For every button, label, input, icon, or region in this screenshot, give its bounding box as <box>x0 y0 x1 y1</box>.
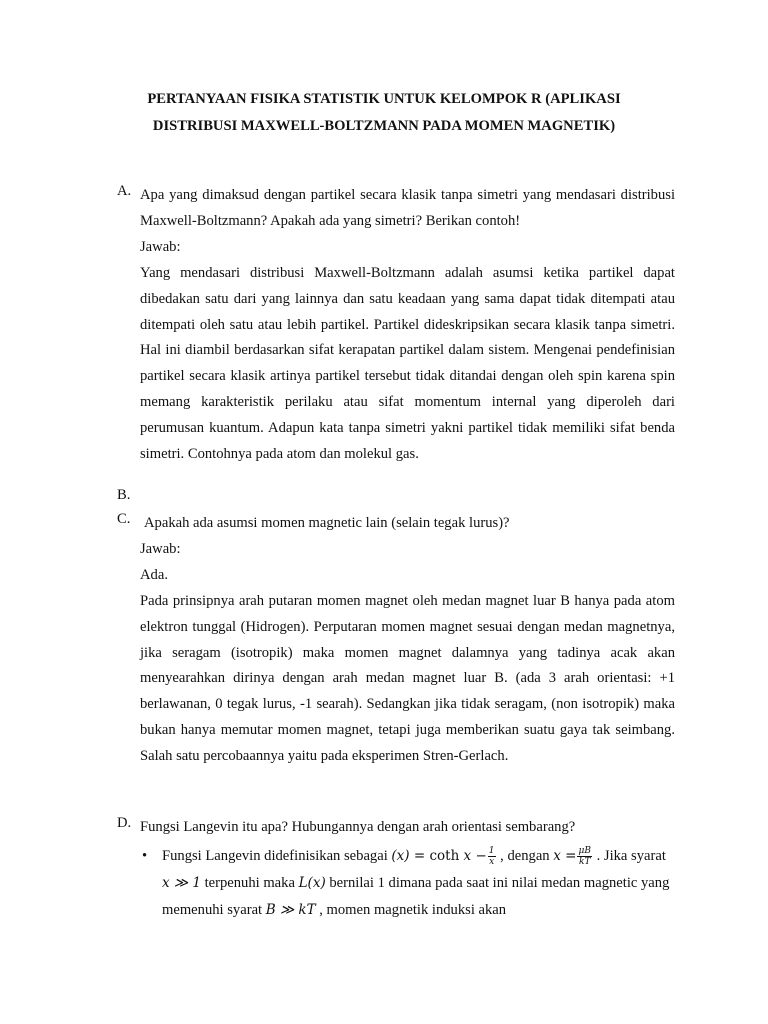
section-a-answer: Yang mendasari distribusi Maxwell-Boltzmann adalah asumsi ketika partikel dapat dibedakan satu dari yang lainnya dan satu keadaan yang sama dapat tidak ditempati atau ditempati oleh satu atau lebih partikel. Partikel dideskripsikan secara klasik tanpa simetri. Hal ini diambil berdasarkan sifat kerapatan partikel dalam sistem. Mengenai pendefinisian partikel secara klasik artinya partikel tersebut tidak ditandai dengan oleh spin karena spin memang karakteristik perilaku atau sifat momentum internal yang diperoleh dari perumusan kuantum. Adapun kata tanpa simetri yakni partikel tidak memiliki sifat benda simetri. Contohnya pada atom dan molekul gas. <box>140 264 675 463</box>
section-a-question: Apa yang dimaksud dengan partikel secara klasik tanpa simetri yang mendasari distribusi Maxwell-Boltzmann? Apakah ada yang simetri? Berikan contoh! <box>140 187 675 229</box>
section-a-label: A. <box>117 183 132 199</box>
document-title <box>0 86 768 140</box>
section-c-label: C. <box>117 511 131 527</box>
section-c-answer-short: Ada. <box>140 566 168 583</box>
section-c-answer: Pada prinsipnya arah putaran momen magnet oleh medan magnet luar B hanya pada atom elektron tunggal (Hidrogen). Perputaran momen magnet sesuai dengan medan magnetnya, jika seragam (isotropik) maka momen magnet dalamnya yang tadinya acak akan menyearahkan dirinya dengan arah medan magnet luar B. (ada 3 arah orientasi: +1 berlawanan, 0 tegak lurus, -1 searah). Sedangkan jika tidak seragam, (non isotropik) maka bukan hanya memutar momen magnet, tetapi juga memberikan suatu gaya tak seimbang. Salah satu percobaannya yaitu pada eksperimen Stren-Gerlach. <box>140 592 675 765</box>
bullet-icon: • <box>142 847 148 864</box>
title-line-1: PERTANYAAN FISIKA STATISTIK UNTUK KELOMPOK R (APLIKASI <box>147 91 621 107</box>
fraction-mub-over-kt: $\frac{\mu B}{kT}$ <box>578 846 591 868</box>
section-c-answer-label: Jawab: <box>140 540 181 557</box>
bullet-text: Fungsi Langevin didefinisikan sebagai (x) = coth x − $\frac{1}{x}$ , dengan x = $\frac{\mu B}{kT}$ . Jika syarat x ≫ 1 terpenuhi maka L(x) bernilai 1 dimana pada saat ini nilai medan magnetic yang memenuhi syarat B ≫ kT , momen magnetik induksi akan <box>162 846 670 918</box>
section-d-bullet <box>140 843 675 924</box>
section-d <box>117 815 675 924</box>
section-a <box>117 183 675 468</box>
section-b-label: B. <box>117 487 131 503</box>
fraction-one-over-x: $\frac{1}{x}$ <box>488 846 495 868</box>
section-d-question: Fungsi Langevin itu apa? Hubungannya dengan arah orientasi sembarang? <box>140 819 576 835</box>
section-b <box>117 487 675 504</box>
section-a-answer-label: Jawab: <box>140 238 181 255</box>
title-line-2: DISTRIBUSI MAXWELL-BOLTZMANN PADA MOMEN MAGNETIK) <box>152 118 616 134</box>
section-c <box>117 511 675 770</box>
section-d-label: D. <box>117 815 132 831</box>
section-c-question: Apakah ada asumsi momen magnetic lain (selain tegak lurus)? <box>144 515 510 531</box>
